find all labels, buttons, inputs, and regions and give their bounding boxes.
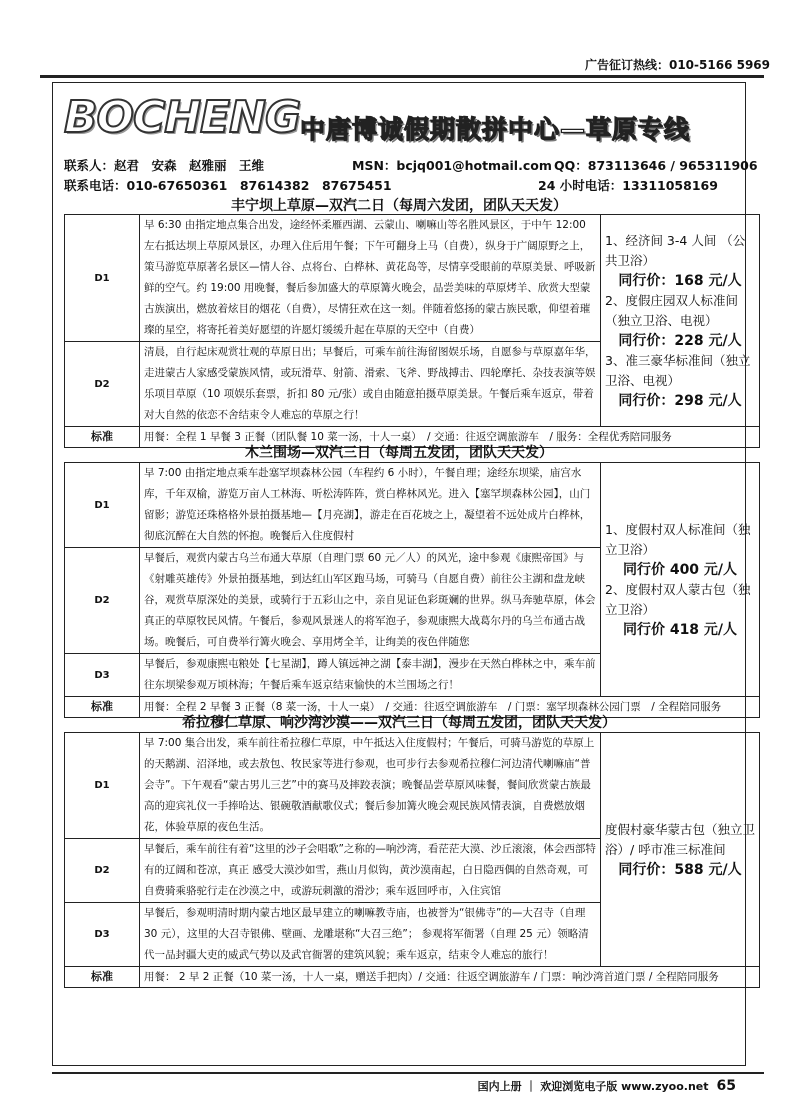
standard-text: 用餐：全程 2 早餐 3 正餐（8 菜一汤，十人一桌） / 交通：往返空调旅游车 / 门票：塞罕坝森林公园门票 / 全程陪同服务 [140, 697, 760, 718]
page-footer [478, 1078, 736, 1094]
contact-phones: 联系电话：010-67650361 87614382 87675451 [64, 178, 392, 193]
day-label: D3 [65, 903, 140, 967]
day-description: 早餐后，参观康熙屯粮处【七星湖】，蹲人镇远神之湖【泰丰湖】，漫步在天然白桦林之中，乘车前往东坝梁参观万顷林海；午餐后乘车返京结束愉快的木兰围场之行！ [140, 654, 601, 697]
price-cell [601, 215, 760, 427]
day-description: 早餐后，参观明清时期内蒙古地区最早建立的喇嘛教寺庙，也被誉为“银佛寺”的—大召寺（自理 30 元），这里的大召寺银佛、壁画、龙雕堪称“大召三绝”； 参观将军衙署（自理 25 元）领略清代一品封疆大吏的威武气势以及武官衙署的建筑风貌；乘车返京，结束令人难忘的旅行！ [140, 903, 601, 967]
day-label: D1 [65, 463, 140, 548]
banner-title: 中唐博诚假期散拼中心—草原专线 [300, 115, 691, 144]
route-table-3 [64, 732, 760, 988]
standard-text: 用餐： 2 早 2 正餐（10 菜一汤，十人一桌，赠送手把肉）/ 交通：往返空调旅游车 / 门票：响沙湾首道门票 / 全程陪同服务 [140, 967, 760, 988]
ad-hotline: 广告征订热线：010-5166 5969 [584, 58, 770, 72]
page-number: 65 [716, 1078, 736, 1094]
day-description: 早 7:00 由指定地点乘车赴塞罕坝森林公园（车程约 6 小时），午餐自理；途经东坝梁，庙宫水库，千年双榆，游览万亩人工林海、听松涛阵阵，赏白桦林风光。进入【塞罕坝森林公园】，山门留影；游览还珠格格外景拍摄基地—【月亮湖】，游走在百花坡之上，凝望着不远处成片白桦林，彻底沉醉在大自然的怀抱。晚餐后入住度假村 [140, 463, 601, 548]
contact-persons: 联系人：赵君 安森 赵雅丽 王维 [64, 158, 265, 173]
day-label: D1 [65, 215, 140, 342]
standard-text: 用餐：全程 1 早餐 3 正餐（团队餐 10 菜一汤，十人一桌） / 交通：往返空调旅游车 / 服务：全程优秀陪同服务 [140, 427, 760, 448]
footer-text[interactable]: 国内上册 ｜ 欢迎浏览电子版 www.zyoo.net [477, 1080, 709, 1093]
price-value: 同行价：168 元/人 [618, 272, 742, 289]
price-value: 同行价 400 元/人 [622, 561, 738, 578]
day-description: 早餐后，乘车前往有着“这里的沙子会唱歌”之称的—响沙湾，看茫茫大漠、沙丘滚滚，体会西部特有的辽阔和苍凉，真正 感受大漠沙如雪，燕山月似钩，黄沙漠南起，白日隐西偶的自然奇观，可自费骑乘骆驼行走在沙漠之中，或游玩刺激的滑沙；乘车返回呼市，入住宾馆 [140, 839, 601, 903]
day-row [65, 215, 760, 342]
day-description: 早 7:00 集合出发，乘车前往希拉穆仁草原，中午抵达入住度假村；午餐后，可骑马游览的草原上的天鹅湖、沼泽地，或去敖包、牧民家等进行参观，也可步行去参观希拉穆仁河边清代喇嘛庙“普会寺”。下午观看“蒙古男儿三艺”中的赛马及摔跤表演；晚餐品尝草原风味餐，餐间欣赏蒙古族最高的迎宾礼仪一手捧哈达、银碗敬酒献歌仪式；餐后参加篝火晚会观民族风情表演，自费燃放烟花，体验草原的夜色生活。 [140, 733, 601, 839]
day-label: D1 [65, 733, 140, 839]
bocheng-logo: BOCHENG [64, 92, 301, 143]
price-option: 1、经济间 3-4 人间 （公共卫浴） [605, 232, 746, 268]
price-value: 同行价：228 元/人 [618, 332, 742, 349]
day-label: D2 [65, 839, 140, 903]
standard-label: 标准 [65, 697, 140, 718]
contact-24h: 24 小时电话：13311058169 [538, 178, 718, 193]
day-label: D2 [65, 342, 140, 427]
contact-qq: QQ：873113646 / 965311906 [554, 158, 758, 173]
section-title-3: 希拉穆仁草原、响沙湾沙漠——双汽三日（每周五发团，团队天天发） [182, 715, 616, 731]
price-cell [601, 463, 760, 697]
price-value: 同行价 418 元/人 [622, 621, 738, 638]
standard-row [65, 967, 760, 988]
footer-rule [52, 1072, 764, 1074]
price-option: 2、度假村双人蒙古包（独立卫浴） [605, 581, 751, 617]
contact-msn[interactable]: MSN：bcjq001@hotmail.com [352, 158, 552, 173]
day-description: 早餐后，观赏内蒙古乌兰布通大草原（自理门票 60 元／人）的风光，途中参观《康熙帝国》与《射雕英雄传》外景拍摄基地，到达红山军区跑马场，可骑马（自愿自费）前往公主湖和盘龙峡谷，观赏草原深处的美景，或骑行于五彩山之中，亲自见证色彩斑斓的世界。纵马奔驰草原，体会真正的草原牧民风情。午餐后，参观风景迷人的将军泡子，参观康熙大战葛尔丹的乌兰布通古战场。晚餐后，可自费举行篝火晚会、享用烤全羊，让绚美的夜色伴随您 [140, 548, 601, 654]
price-option: 度假村豪华蒙古包（独立卫浴）/ 呼市准三标准间 [605, 821, 756, 857]
route-table-1 [64, 214, 760, 448]
standard-label: 标准 [65, 427, 140, 448]
price-option: 1、度假村双人标准间（独立卫浴） [605, 521, 751, 557]
day-label: D3 [65, 654, 140, 697]
price-option: 3、准三豪华标准间（独立卫浴、电视） [605, 352, 751, 388]
route-table-2 [64, 462, 760, 718]
day-row [65, 733, 760, 839]
day-label: D2 [65, 548, 140, 654]
standard-label: 标准 [65, 967, 140, 988]
price-cell [601, 733, 760, 967]
section-title-2: 木兰围场—双汽三日（每周五发团，团队天天发） [245, 445, 553, 461]
day-description: 清晨，自行起床观赏壮观的草原日出；早餐后，可乘车前往海留图娱乐场，自愿参与草原嘉年华，走进蒙古人家感受蒙族风情，或玩滑草、射箭、滑索、飞斧、野战搏击、四轮摩托、杂技表演等娱乐项目草原（10 项娱乐套票，折扣 80 元/张）或自由随意拍摄草原美景。午餐后乘车返京，带着对大自然的依恋不舍结束令人难忘的草原之行！ [140, 342, 601, 427]
top-rule [40, 75, 764, 78]
price-value: 同行价：588 元/人 [618, 861, 742, 878]
section-title-1: 丰宁坝上草原—双汽二日（每周六发团，团队天天发） [231, 198, 567, 214]
day-description: 早 6:30 由指定地点集合出发，途经怀柔雁西湖、云蒙山、喇嘛山等名胜风景区，于中午 12:00 左右抵达坝上草原风景区，办理入住后用午餐；下午可翻身上马（自费），纵身于广阔原野之上，策马游览草原著名景区—情人谷、点将台、白桦林、黄花岛等，尽情享受眼前的草原美景、呼吸新鲜的空气。约 19:00 用晚餐，餐后参加盛大的草原篝火晚会，品尝美味的草原烤羊、欣赏大型蒙古族演出，燃放着炫目的烟花（自费），尽情狂欢在这一刻。伴随着悠扬的蒙古族民歌，仰望着璀璨的星空，将寄托着美好愿望的许愿灯缓缓升起在草原的天空中（自费） [140, 215, 601, 342]
day-row [65, 463, 760, 548]
price-option: 2、度假庄园双人标准间（独立卫浴、电视） [605, 292, 738, 328]
price-value: 同行价：298 元/人 [618, 392, 742, 409]
